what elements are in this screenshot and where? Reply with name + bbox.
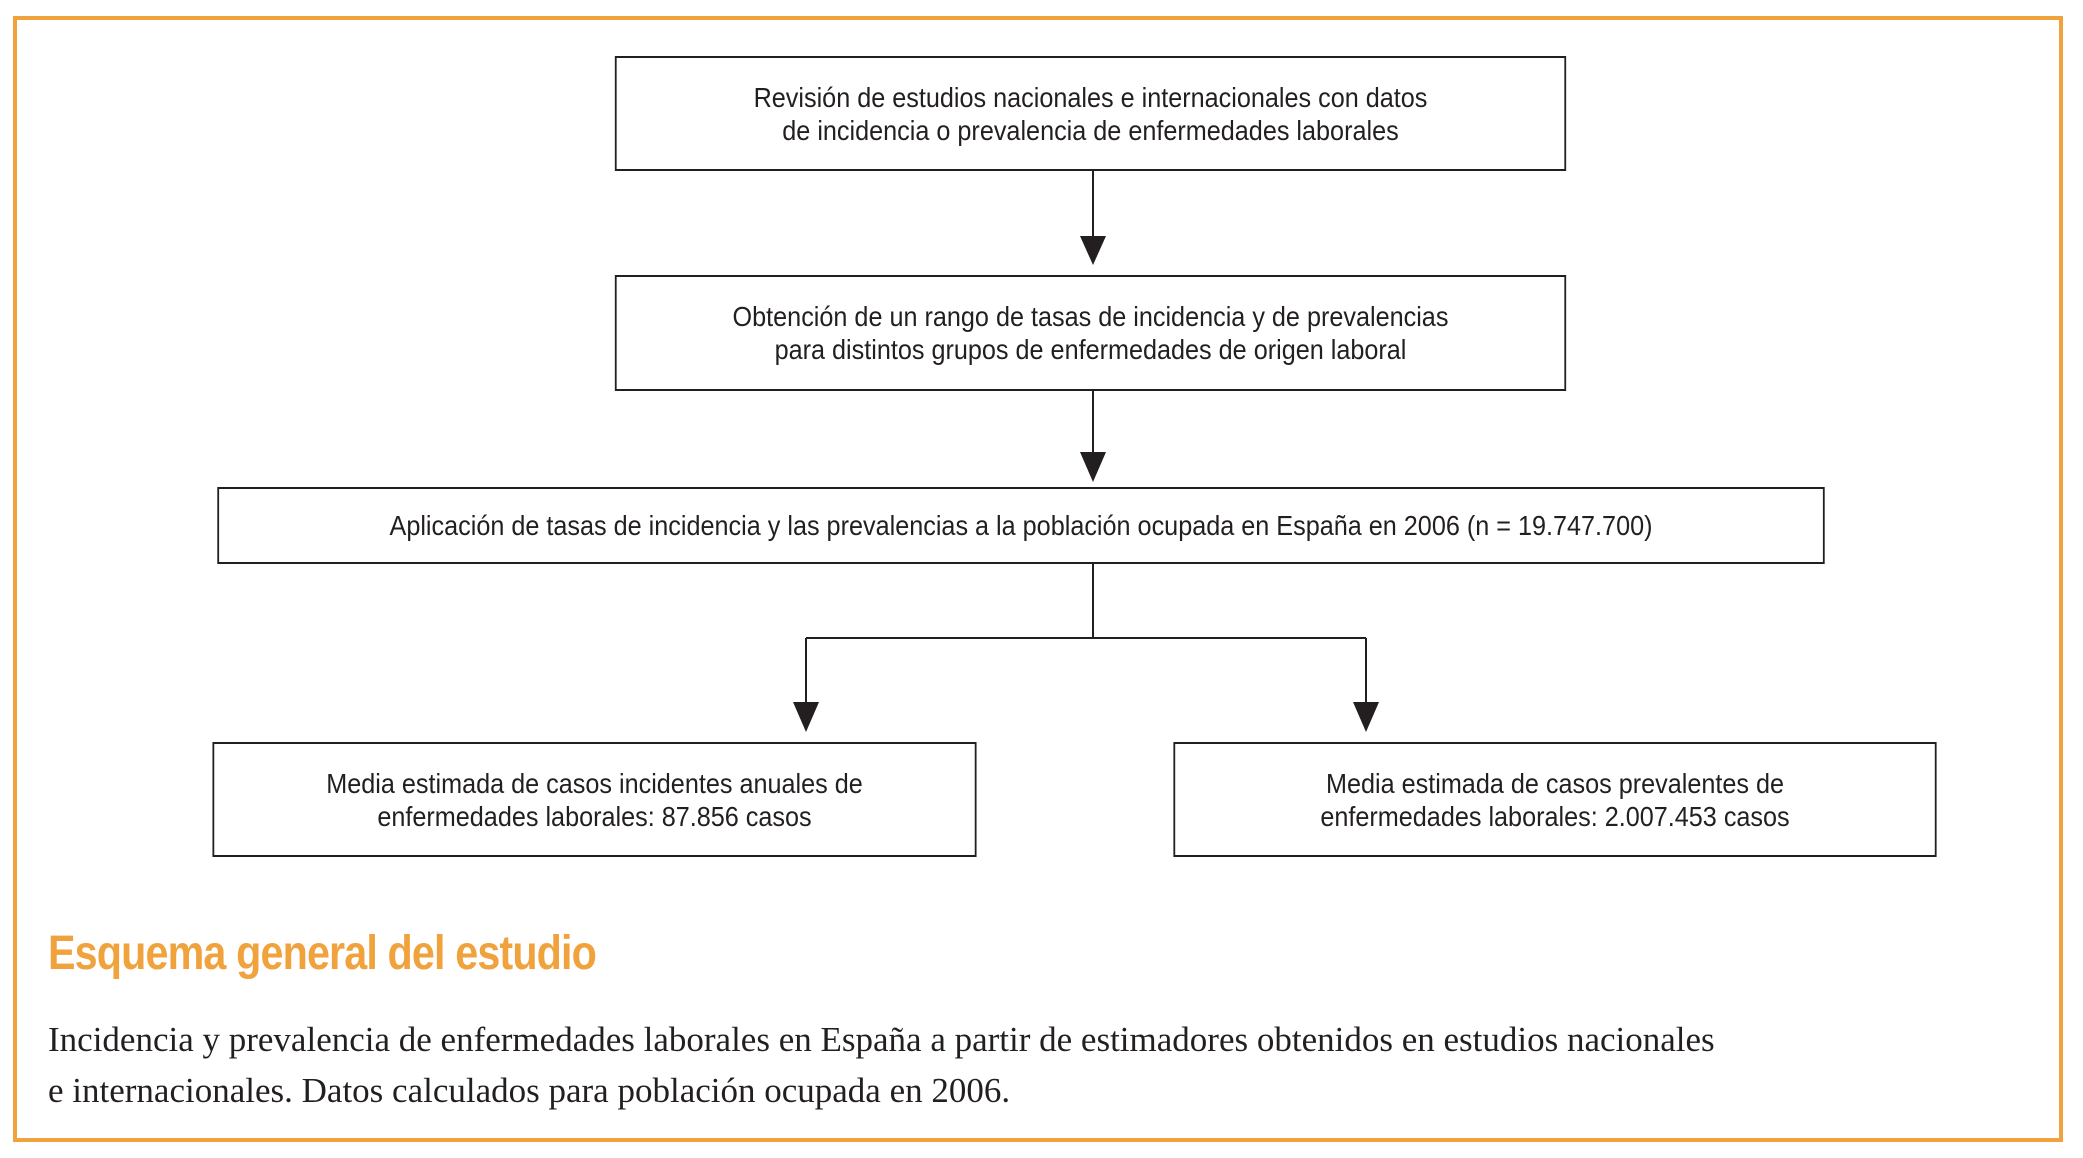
box-aplicacion-tasas (217, 487, 1824, 564)
arrowhead-1-2 (1080, 236, 1106, 265)
box-revision-estudios (615, 56, 1566, 171)
box-aplicacion-line1: Aplicación de tasas de incidencia y las prevalencias a la población ocupada en España en 2006 (n = 19.747.700) (389, 510, 1653, 541)
arrowhead-2-3 (1080, 452, 1106, 482)
box-incidentes-line2: enfermedades laborales: 87.856 casos (377, 800, 812, 832)
box-incidentes-line1: Media estimada de casos incidentes anuales de (326, 767, 863, 799)
figure-title: Esquema general del estudio (48, 927, 596, 980)
caption-line-2: e internacionales. Datos calculados para población ocupada en 2006. (48, 1071, 1011, 1110)
box-revision-line2: de incidencia o prevalencia de enfermedades laborales (782, 114, 1399, 146)
box-prevalentes-line2: enfermedades laborales: 2.007.453 casos (1320, 800, 1790, 832)
box-prevalentes-line1: Media estimada de casos prevalentes de (1325, 767, 1785, 799)
box-obtencion-line1: Obtención de un rango de tasas de incidencia y de prevalencias (732, 301, 1449, 332)
box-obtencion-tasas (615, 275, 1566, 391)
caption-line-1: Incidencia y prevalencia de enfermedades laborales en España a partir de estimadores obtenidos en estudios nacionales (48, 1020, 1715, 1059)
arrowhead-left (793, 702, 819, 732)
box-revision-line1: Revisión de estudios nacionales e internacionales con datos (753, 81, 1428, 113)
box-casos-prevalentes (1173, 742, 1936, 857)
box-casos-incidentes (212, 742, 976, 857)
arrowhead-right (1353, 702, 1379, 732)
box-obtencion-line2: para distintos grupos de enfermedades de origen laboral (774, 334, 1407, 365)
